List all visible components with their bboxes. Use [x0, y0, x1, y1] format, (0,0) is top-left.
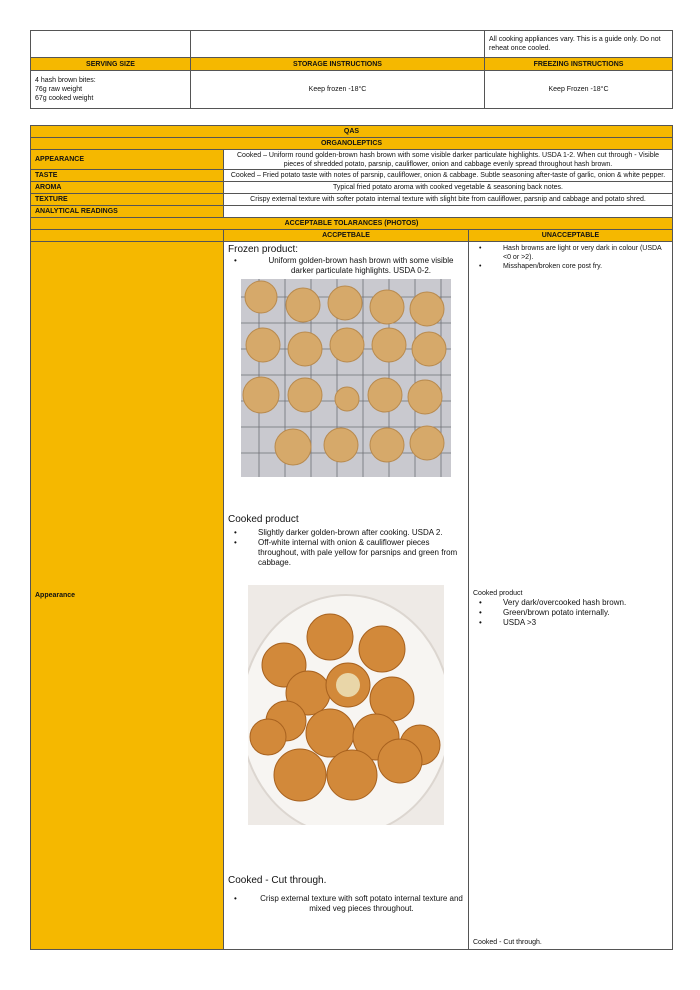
frozen-heading: Frozen product:: [228, 244, 299, 255]
aroma-label: AROMA: [31, 182, 224, 194]
appearance-value: Cooked – Uniform round golden-brown hash brown with some visible darker particulate highlights. USDA 1-2. When cut through - Visible pieces of shredded potato, parsnip, cauliflower, onion and cabbage evenly spread throughout hash brown.: [224, 150, 673, 170]
freezing-header: FREEZING INSTRUCTIONS: [485, 58, 673, 71]
texture-label: TEXTURE: [31, 194, 224, 206]
tolerances-title: ACCEPTABLE TOLARANCES (PHOTOS): [31, 218, 673, 230]
unacceptable-header: UNACCEPTABLE: [469, 230, 673, 242]
analytical-value: [224, 206, 673, 218]
serving-line: 4 hash brown bites:: [35, 77, 96, 84]
cooked-product-photo: [248, 585, 444, 825]
unacceptable-cooked-bullets: [473, 598, 669, 628]
storage-value: Keep frozen -18°C: [191, 71, 485, 109]
cut-heading: Cooked - Cut through.: [228, 875, 327, 886]
list-item: • Off-white internal with onion & cauliflower pieces throughout, with pale yellow for parsnips and green from cabbage.: [228, 538, 465, 568]
serving-size-header: SERVING SIZE: [31, 58, 191, 71]
list-item: • Misshapen/broken core post fry.: [473, 262, 668, 271]
texture-value: Crispy external texture with softer potato internal texture with slight bite from cauliflower, parsnip and cabbage and potato shred.: [224, 194, 673, 206]
cooked-bullets: [228, 528, 465, 568]
aroma-value: Typical fried potato aroma with cooked vegetable & seasoning back notes.: [224, 182, 673, 194]
taste-label: TASTE: [31, 170, 224, 182]
cut-bullets: [228, 894, 465, 914]
list-item: • Slightly darker golden-brown after cooking. USDA 2.: [228, 528, 465, 538]
product-info-table: [30, 30, 673, 109]
unacceptable-cut-heading: Cooked - Cut through.: [473, 939, 542, 946]
acceptable-header: ACCPETBALE: [224, 230, 469, 242]
unacceptable-cell: [469, 242, 673, 950]
list-item: • Green/brown potato internally.: [473, 608, 669, 618]
unacceptable-top-bullets: [473, 244, 668, 271]
list-item: • Hash browns are light or very dark in colour (USDA <0 or >2).: [473, 244, 668, 262]
qas-table: [30, 125, 673, 950]
unacceptable-cooked-heading: Cooked product: [473, 590, 523, 597]
list-item: • Very dark/overcooked hash brown.: [473, 598, 669, 608]
qas-title: QAS: [31, 126, 673, 138]
list-item: • USDA >3: [473, 618, 669, 628]
cooking-note: All cooking appliances vary. This is a guide only. Do not reheat once cooled.: [485, 31, 673, 58]
appearance-row-label: Appearance: [31, 242, 224, 950]
list-item: • Crisp external texture with soft potato internal texture and mixed veg pieces throughout.: [228, 894, 465, 914]
analytical-label: ANALYTICAL READINGS: [31, 206, 224, 218]
serving-line: 67g cooked weight: [35, 95, 94, 102]
freezing-value: Keep Frozen -18°C: [485, 71, 673, 109]
storage-header: STORAGE INSTRUCTIONS: [191, 58, 485, 71]
frozen-bullets: [228, 256, 464, 276]
organoleptics-title: ORGANOLEPTICS: [31, 138, 673, 150]
blank-cell: [191, 31, 485, 58]
list-item: • Uniform golden-brown hash brown with some visible darker particulate highlights. USDA 0-2.: [228, 256, 464, 276]
blank-cell: [31, 31, 191, 58]
blank-gold-cell: [31, 230, 224, 242]
frozen-product-photo: [241, 279, 451, 477]
cooked-heading: Cooked product: [228, 514, 299, 525]
appearance-label: APPEARANCE: [31, 150, 224, 170]
serving-size-value: [31, 71, 191, 109]
acceptable-cell: [224, 242, 469, 950]
taste-value: Cooked – Fried potato taste with notes of parsnip, cauliflower, onion & cabbage. Subtle seasoning after-taste of garlic, onion & white pepper.: [224, 170, 673, 182]
serving-line: 76g raw weight: [35, 86, 83, 93]
